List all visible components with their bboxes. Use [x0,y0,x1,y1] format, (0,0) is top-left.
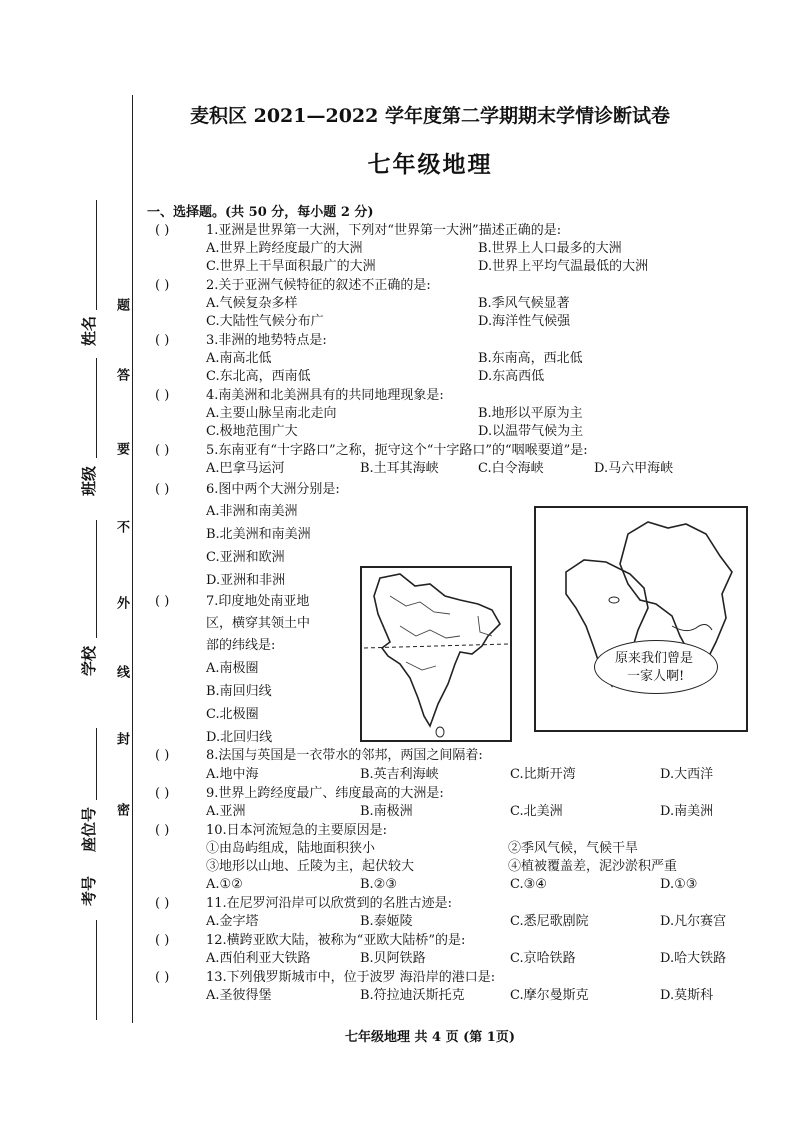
option[interactable]: D.哈大铁路 [660,951,727,966]
exam-number-blank[interactable] [96,920,97,1020]
question-stem: 10.日本河流短急的主要原因是: [206,823,388,838]
answer-paren[interactable]: ( ) [155,388,170,403]
option[interactable]: D.海洋性气候强 [478,314,571,329]
seal-char: 要 [114,442,129,455]
option[interactable]: C.比斯开湾 [510,767,576,782]
option[interactable]: A.地中海 [206,767,259,782]
option[interactable]: C.北极圈 [206,707,259,722]
option[interactable]: B.世界上人口最多的大洲 [478,241,622,256]
option[interactable]: B.英吉利海峡 [360,767,439,782]
seal-char: 封 [114,732,129,745]
seal-char: 外 [114,596,129,609]
answer-paren[interactable]: ( ) [155,748,170,763]
question-stem: 6.图中两个大洲分别是: [206,482,340,497]
option[interactable]: D.凡尔赛宫 [660,914,727,929]
option[interactable]: C.白令海峡 [478,461,544,476]
option[interactable]: D.以温带气候为主 [478,424,584,439]
question-stem: 3.非洲的地势特点是: [206,333,327,348]
seal-char: 答 [114,368,129,381]
name-blank[interactable] [96,200,97,310]
seal-char: 不 [114,520,129,533]
question-stem: 1.亚洲是世界第一大洲，下列对“世界第一大洲”描述正确的是: [206,223,562,238]
option[interactable]: A.气候复杂多样 [206,296,298,311]
answer-paren[interactable]: ( ) [155,278,170,293]
option[interactable]: A.巴拿马运河 [206,461,285,476]
factor: ③地形以山地、丘陵为主，起伏较大 [206,859,415,874]
option[interactable]: C.京哈铁路 [510,951,576,966]
factor: ②季风气候，气候干旱 [508,841,639,856]
option[interactable]: C.③④ [510,877,547,892]
option[interactable]: C.摩尔曼斯克 [510,988,589,1003]
seal-char: 题 [114,298,129,311]
binding-line [132,95,133,1023]
school-label: 学校 [80,645,98,676]
option[interactable]: D.马六甲海峡 [594,461,674,476]
option[interactable]: A.非洲和南美洲 [206,504,298,519]
option[interactable]: B.南回归线 [206,684,272,699]
seal-char: 密 [114,803,129,816]
india-map-figure [360,566,512,742]
option[interactable]: D.北回归线 [206,730,273,745]
question-stem: 8.法国与英国是一衣带水的邻邦，两国之间隔着: [206,748,483,763]
option[interactable]: C.世界上干旱面积最广的大洲 [206,259,376,274]
option[interactable]: D.亚洲和非洲 [206,573,286,588]
option[interactable]: D.南美洲 [660,804,714,819]
answer-paren[interactable]: ( ) [155,786,170,801]
speech-bubble [594,640,718,694]
option[interactable]: A.金字塔 [206,914,259,929]
answer-paren[interactable]: ( ) [155,896,170,911]
exam-number-label: 考号 [80,875,98,906]
option[interactable]: B.②③ [360,877,397,892]
option[interactable]: A.圣彼得堡 [206,988,272,1003]
question-stem: 4.南美洲和北美洲具有的共同地理现象是: [206,388,444,403]
question-stem: 部的纬线是: [206,638,276,653]
option[interactable]: D.东高西低 [478,369,545,384]
exam-title: 麦积区 2021—2022 学年度第二学期期末学情诊断试卷 [190,105,670,127]
section-heading: 一、选择题。(共 50 分，每小题 2 分) [147,205,374,220]
option[interactable]: B.北美洲和南美洲 [206,527,311,542]
page-footer: 七年级地理 共 4 页 (第 1页) [344,1030,516,1045]
answer-paren[interactable]: ( ) [155,933,170,948]
question-stem: 5.东南亚有“十字路口”之称，扼守这个“十字路口”的“咽喉要道”是: [206,443,588,458]
option[interactable]: B.符拉迪沃斯托克 [360,988,465,1003]
seat-blank[interactable] [96,728,97,800]
answer-paren[interactable]: ( ) [155,223,170,238]
option[interactable]: B.季风气候显著 [478,296,570,311]
option[interactable]: C.大陆性气候分布广 [206,314,324,329]
school-blank[interactable] [96,520,97,638]
answer-paren[interactable]: ( ) [155,443,170,458]
option[interactable]: D.①③ [660,877,698,892]
option[interactable]: C.悉尼歌剧院 [510,914,589,929]
speech-text: 原来我们曾是 [615,651,694,666]
option[interactable]: C.东北高，西南低 [206,369,311,384]
option[interactable]: A.世界上跨经度最广的大洲 [206,241,363,256]
option[interactable]: A.南高北低 [206,351,272,366]
option[interactable]: D.世界上平均气温最低的大洲 [478,259,649,274]
answer-paren[interactable]: ( ) [155,482,170,497]
option[interactable]: A.主要山脉呈南北走向 [206,406,337,421]
question-stem: 9.世界上跨经度最广、纬度最高的大洲是: [206,786,444,801]
exam-subject: 七年级地理 [367,151,493,178]
question-stem: 区，横穿其领土中 [206,616,311,631]
factor: ④植被覆盖差，泥沙淤积严重 [508,859,678,874]
option[interactable]: A.南极圈 [206,661,259,676]
continents-cartoon-figure [534,506,748,732]
africa-south-america-illustration [536,508,746,730]
option[interactable]: A.西伯利亚大铁路 [206,951,311,966]
seat-label: 座位号 [80,806,98,852]
option[interactable]: B.东南高，西北低 [478,351,583,366]
answer-paren[interactable]: ( ) [155,594,170,609]
answer-paren[interactable]: ( ) [155,970,170,985]
question-stem: 2.关于亚洲气候特征的叙述不正确的是: [206,278,431,293]
option[interactable]: B.泰姬陵 [360,914,413,929]
seal-char: 线 [114,665,129,678]
option[interactable]: C.亚洲和欧洲 [206,550,285,565]
option[interactable]: B.地形以平原为主 [478,406,583,421]
option[interactable]: A.亚洲 [206,804,246,819]
question-stem: 13.下列俄罗斯城市中，位于波罗 海沿岸的港口是: [206,970,496,985]
name-label: 姓名 [80,315,98,346]
option[interactable]: B.土耳其海峡 [360,461,439,476]
class-label: 班级 [80,465,98,496]
question-stem: 11.在尼罗河沿岸可以欣赏到的名胜古迹是: [206,896,453,911]
option[interactable]: D.莫斯科 [660,988,714,1003]
option[interactable]: B.贝阿铁路 [360,951,426,966]
option[interactable]: B.南极洲 [360,804,413,819]
option[interactable]: D.大西洋 [660,767,714,782]
answer-paren[interactable]: ( ) [155,823,170,838]
option[interactable]: A.①② [206,877,243,892]
option[interactable]: C.极地范围广大 [206,424,298,439]
option[interactable]: C.北美洲 [510,804,563,819]
answer-paren[interactable]: ( ) [155,333,170,348]
speech-text: 一家人啊! [627,669,685,684]
factor: ①由岛屿组成，陆地面积狭小 [206,841,376,856]
question-stem: 7.印度地处南亚地 [206,594,310,609]
question-stem: 12.横跨亚欧大陆，被称为“亚欧大陆桥”的是: [206,933,466,948]
class-blank[interactable] [96,358,97,458]
